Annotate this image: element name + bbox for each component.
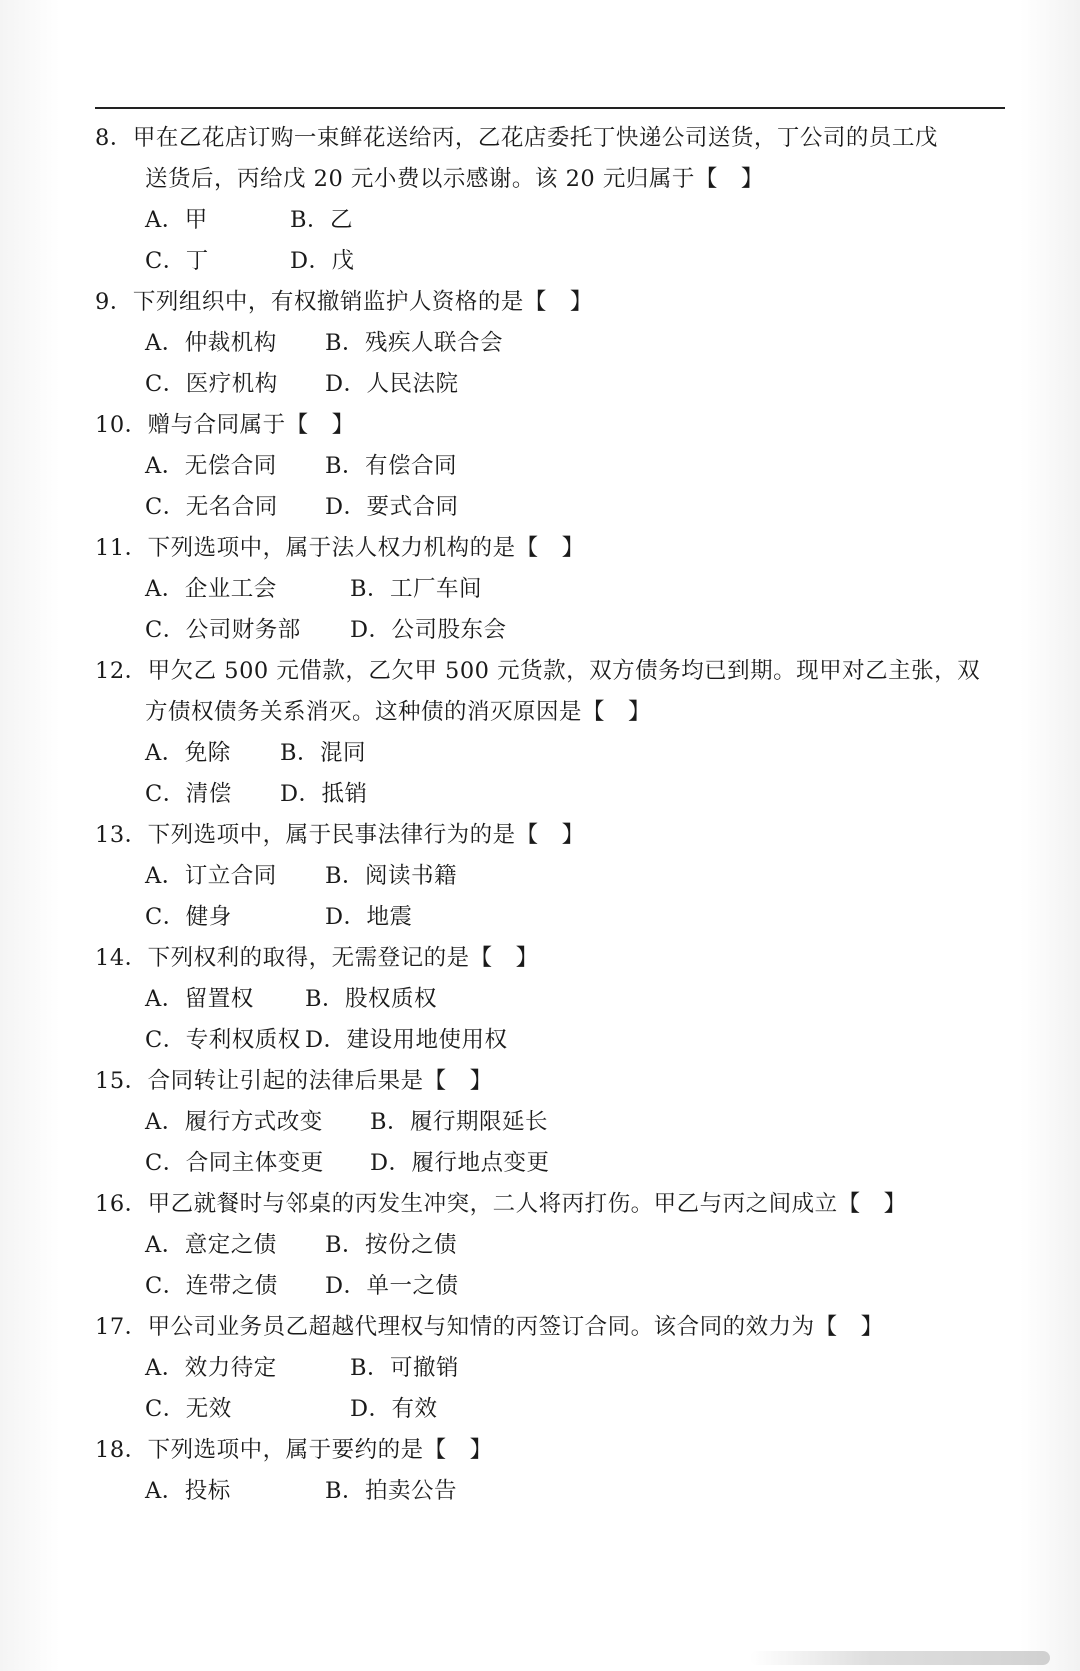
- question-stem: 9．下列组织中，有权撤销监护人资格的是【 】: [95, 289, 593, 315]
- answer-option: C．无效: [145, 1396, 232, 1422]
- answer-option: C．连带之债: [145, 1273, 278, 1299]
- answer-option: C．健身: [145, 904, 232, 930]
- question-stem: 11．下列选项中，属于法人权力机构的是【 】: [95, 535, 585, 561]
- option-row: [95, 1266, 1015, 1307]
- question-stem: 13．下列选项中，属于民事法律行为的是【 】: [95, 822, 585, 848]
- answer-option: B．履行期限延长: [370, 1109, 549, 1135]
- question-item: [95, 118, 1015, 282]
- question-item: [95, 1430, 1015, 1512]
- question-stem: 10．赠与合同属于【 】: [95, 412, 355, 438]
- question-stem: 12．甲欠乙 500 元借款，乙欠甲 500 元货款，双方债务均已到期。现甲对乙主张，双: [95, 658, 981, 684]
- option-row: [95, 1389, 1015, 1430]
- answer-option: A．仲裁机构: [145, 330, 277, 356]
- question-item: [95, 405, 1015, 528]
- question-item: [95, 651, 1015, 815]
- answer-option: C．清偿: [145, 781, 232, 807]
- answer-option: D．有效: [350, 1396, 438, 1422]
- option-row: [95, 1102, 1015, 1143]
- answer-option: C．无名合同: [145, 494, 278, 520]
- option-row: [95, 241, 1015, 282]
- option-row: [95, 1348, 1015, 1389]
- header-rule: [95, 107, 1005, 109]
- question-item: [95, 1061, 1015, 1184]
- answer-option: A．企业工会: [145, 576, 277, 602]
- question-item: [95, 938, 1015, 1061]
- answer-option: D．抵销: [280, 781, 368, 807]
- option-row: [95, 897, 1015, 938]
- answer-option: B．工厂车间: [350, 576, 483, 602]
- option-row: [95, 1143, 1015, 1184]
- answer-option: A．甲: [145, 207, 208, 233]
- answer-option: B．乙: [290, 207, 354, 233]
- answer-option: A．效力待定: [145, 1355, 277, 1381]
- answer-option: A．履行方式改变: [145, 1109, 323, 1135]
- question-stem-continued: 送货后，丙给戊 20 元小费以示感谢。该 20 元归属于【 】: [145, 166, 764, 192]
- answer-option: C．专利权质权: [145, 1027, 301, 1053]
- answer-option: D．地震: [325, 904, 413, 930]
- answer-option: B．混同: [280, 740, 367, 766]
- option-row: [95, 200, 1015, 241]
- option-row: [95, 1020, 1015, 1061]
- question-item: [95, 1307, 1015, 1430]
- question-item: [95, 815, 1015, 938]
- answer-option: C．丁: [145, 248, 209, 274]
- option-row: [95, 487, 1015, 528]
- footer-watermark: [750, 1651, 1050, 1665]
- question-stem: 17．甲公司业务员乙超越代理权与知情的丙签订合同。该合同的效力为【 】: [95, 1314, 884, 1340]
- answer-option: B．可撤销: [350, 1355, 460, 1381]
- answer-option: C．公司财务部: [145, 617, 301, 643]
- question-stem-continued: 方债权债务关系消灭。这种债的消灭原因是【 】: [145, 699, 652, 725]
- answer-option: A．无偿合同: [145, 453, 277, 479]
- option-row: [95, 1225, 1015, 1266]
- option-row: [95, 774, 1015, 815]
- question-stem: 15．合同转让引起的法律后果是【 】: [95, 1068, 493, 1094]
- answer-option: D．建设用地使用权: [305, 1027, 508, 1053]
- answer-option: B．拍卖公告: [325, 1478, 458, 1504]
- option-row: [95, 1471, 1015, 1512]
- question-stem: 18．下列选项中，属于要约的是【 】: [95, 1437, 493, 1463]
- question-list: [95, 118, 1015, 1512]
- option-row: [95, 323, 1015, 364]
- question-item: [95, 528, 1015, 651]
- answer-option: D．人民法院: [325, 371, 459, 397]
- answer-option: B．阅读书籍: [325, 863, 458, 889]
- answer-option: A．免除: [145, 740, 231, 766]
- answer-option: B．有偿合同: [325, 453, 458, 479]
- question-stem: 16．甲乙就餐时与邻桌的丙发生冲突，二人将丙打伤。甲乙与丙之间成立【 】: [95, 1191, 907, 1217]
- answer-option: D．戊: [290, 248, 355, 274]
- answer-option: D．公司股东会: [350, 617, 507, 643]
- answer-option: B．残疾人联合会: [325, 330, 504, 356]
- answer-option: A．留置权: [145, 986, 254, 1012]
- option-row: [95, 979, 1015, 1020]
- question-stem: 14．下列权利的取得，无需登记的是【 】: [95, 945, 539, 971]
- question-item: [95, 1184, 1015, 1307]
- answer-option: A．投标: [145, 1478, 231, 1504]
- answer-option: C．医疗机构: [145, 371, 278, 397]
- option-row: [95, 610, 1015, 651]
- answer-option: A．订立合同: [145, 863, 277, 889]
- answer-option: D．单一之债: [325, 1273, 459, 1299]
- option-row: [95, 569, 1015, 610]
- question-stem: 8．甲在乙花店订购一束鲜花送给丙，乙花店委托丁快递公司送货，丁公司的员工戊: [95, 125, 938, 151]
- answer-option: C．合同主体变更: [145, 1150, 324, 1176]
- answer-option: D．要式合同: [325, 494, 459, 520]
- option-row: [95, 856, 1015, 897]
- option-row: [95, 733, 1015, 774]
- question-item: [95, 282, 1015, 405]
- answer-option: D．履行地点变更: [370, 1150, 550, 1176]
- answer-option: B．按份之债: [325, 1232, 458, 1258]
- answer-option: A．意定之债: [145, 1232, 277, 1258]
- option-row: [95, 446, 1015, 487]
- answer-option: B．股权质权: [305, 986, 438, 1012]
- option-row: [95, 364, 1015, 405]
